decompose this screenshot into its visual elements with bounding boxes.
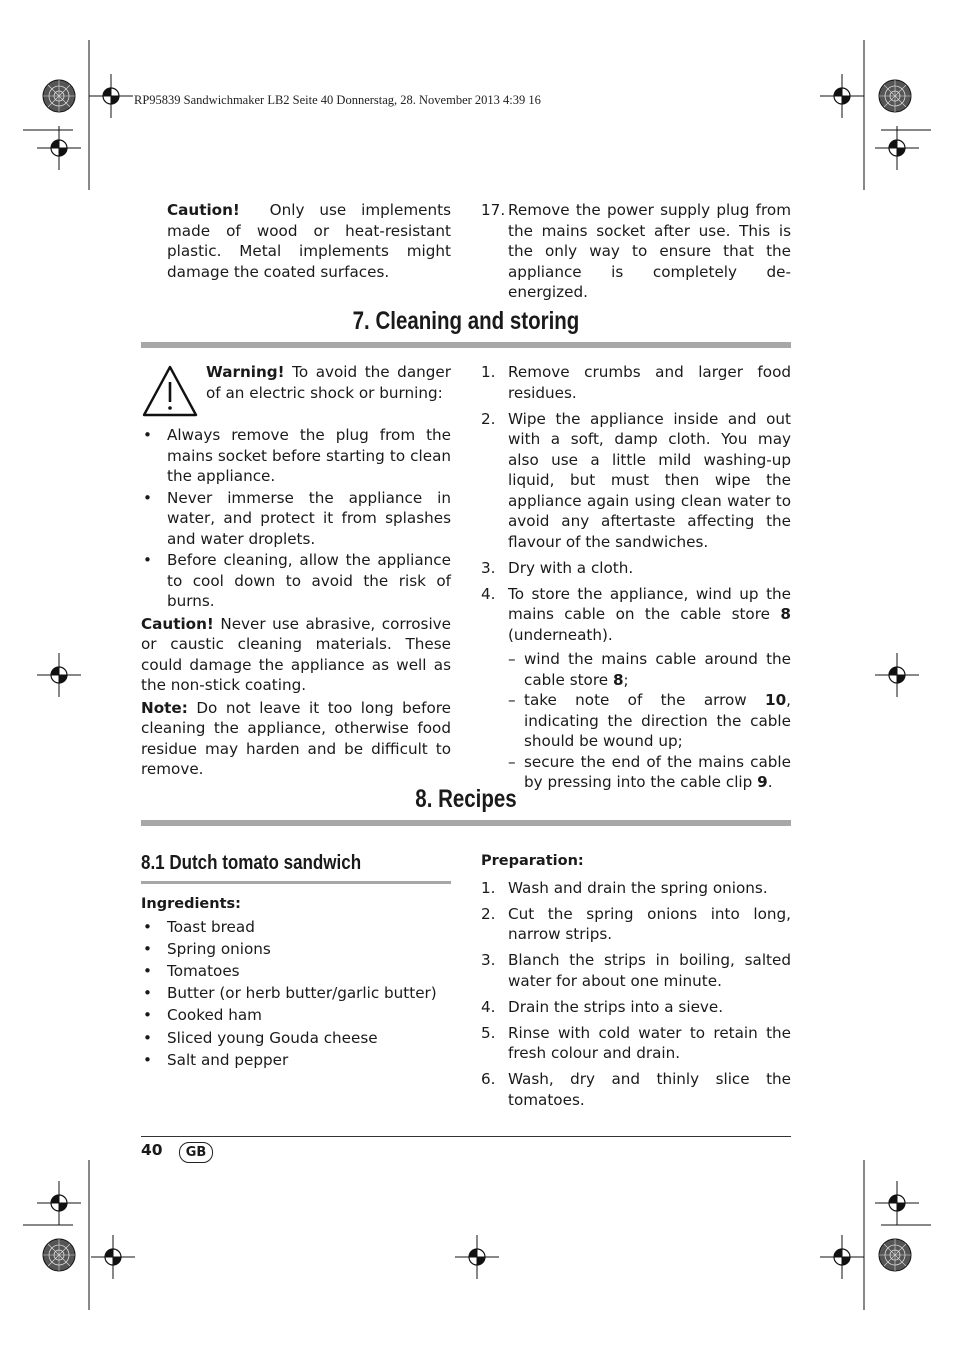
cleaning-steps xyxy=(481,362,791,793)
warning-label: Warning! xyxy=(206,363,285,381)
ingredients-label: Ingredients: xyxy=(141,896,241,912)
warning-note xyxy=(206,362,451,403)
list-item: – take note of the arrow 10, indicating the direction the cable should be wound up; xyxy=(508,691,791,750)
list-item: 3. Dry with a cloth. xyxy=(481,558,634,577)
section-7-title: 7. Cleaning and storing xyxy=(352,307,580,335)
preparation-label: Preparation: xyxy=(481,853,584,869)
list-item: • Spring onions xyxy=(143,939,271,958)
list-item: 2. Wipe the appliance inside and out with a soft, damp cloth. You may also use a little mild washing-up liquid, but must then wipe the appliance again using clean water to avoid any aftertaste affecting the flavour of the sandwiches. xyxy=(481,409,791,551)
step-number: 17. xyxy=(481,201,506,219)
subsection-rule xyxy=(141,881,451,884)
list-item: • Sliced young Gouda cheese xyxy=(143,1028,378,1047)
section-8-title: 8. Recipes xyxy=(415,785,517,813)
page-number: 40 xyxy=(141,1141,163,1159)
list-item: • Salt and pepper xyxy=(143,1050,289,1069)
note xyxy=(141,698,451,780)
subsection-title: 8.1 Dutch tomato sandwich xyxy=(141,852,362,874)
list-item: – wind the mains cable around the cable store 8; xyxy=(508,650,791,689)
section-7-rule xyxy=(141,342,791,348)
warning-text: To avoid the danger of an electric shock or burning: xyxy=(206,363,451,402)
list-item: • Before cleaning, allow the appliance to cool down to avoid the risk of burns. xyxy=(143,551,451,610)
caution-note xyxy=(141,614,451,696)
list-item: • Always remove the plug from the mains socket before starting to clean the appliance. xyxy=(143,426,451,485)
list-item: 5. Rinse with cold water to retain the fresh colour and drain. xyxy=(481,1023,791,1062)
note-text: Do not leave it too long before cleaning the appliance, otherwise food residue may harden and be difficult to remove. xyxy=(141,698,451,778)
step-17 xyxy=(481,200,791,308)
list-item: 1. Wash and drain the spring onions. xyxy=(481,878,768,897)
list-item: 1. Remove crumbs and larger food residues. xyxy=(481,363,791,402)
list-item: 4. Drain the strips into a sieve. xyxy=(481,997,724,1016)
list-item: 4. To store the appliance, wind up the mains cable on the cable store 8 (underneath). xyxy=(481,584,791,644)
preparation xyxy=(481,851,791,1116)
caution-label: Caution! xyxy=(167,201,240,219)
step-text: Remove the power supply plug from the mains socket after use. This is the only way to ensure that the appliance is completely de-energized. xyxy=(508,201,791,301)
caution-label: Caution! xyxy=(141,614,214,633)
list-item: • Tomatoes xyxy=(143,961,240,980)
list-item: • Butter (or herb butter/garlic butter) xyxy=(143,984,437,1003)
warning-triangle-icon xyxy=(141,364,199,418)
caution-text: Never use abrasive, corrosive or caustic cleaning materials. These could damage the appliance as well as the non-stick coating. xyxy=(141,614,451,694)
list-item: • Never immerse the appliance in water, and protect it from splashes and water droplets. xyxy=(143,488,451,548)
list-item: – secure the end of the mains cable by pressing into the cable clip 9. xyxy=(508,752,791,791)
print-header: RP95839 Sandwichmaker LB2 Seite 40 Donnerstag, 28. November 2013 4:39 16 xyxy=(134,93,541,107)
list-item: 6. Wash, dry and thinly slice the tomatoes. xyxy=(481,1070,791,1109)
note-label: Note: xyxy=(141,698,188,717)
caution-text: Only use implements made of wood or heat-resistant plastic. Metal implements might damage the coated surfaces. xyxy=(167,201,451,281)
list-item: • Cooked ham xyxy=(143,1006,262,1025)
caution-note-top xyxy=(167,200,451,282)
section-8-rule xyxy=(141,820,791,826)
language-badge: GB xyxy=(179,1142,213,1163)
list-item: • Toast bread xyxy=(143,917,255,936)
cleaning-safety-list xyxy=(141,425,451,780)
list-item: 3. Blanch the strips in boiling, salted water for about one minute. xyxy=(481,951,791,990)
list-item: 2. Cut the spring onions into long, narrow strips. xyxy=(481,904,791,943)
ingredients xyxy=(141,894,451,1071)
footer-rule xyxy=(141,1136,791,1137)
